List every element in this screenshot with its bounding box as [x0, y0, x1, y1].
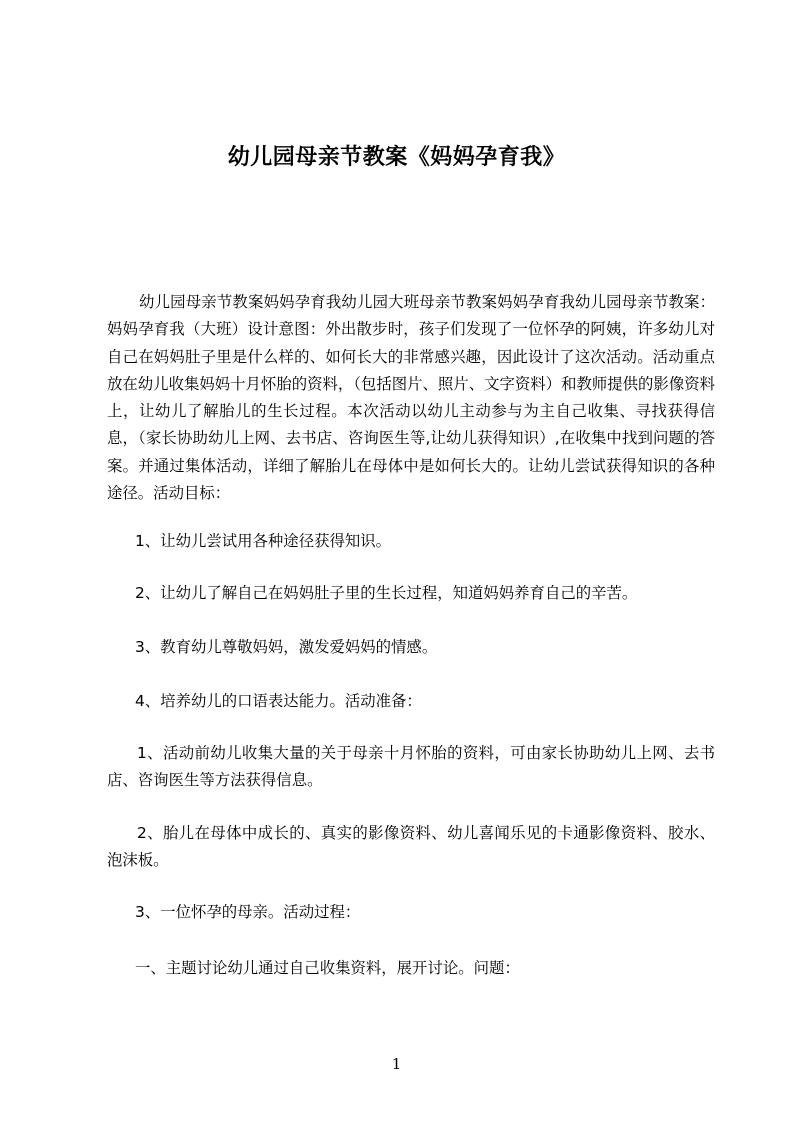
goal-item-3: 3、教育幼儿尊敬妈妈，激发爱妈妈的情感。 — [135, 638, 438, 656]
process-step-1: 一、主题讨论幼儿通过自己收集资料，展开讨论。问题： — [135, 959, 520, 977]
page-number: 1 — [391, 1055, 402, 1073]
prep-item-3: 3、一位怀孕的母亲。活动过程： — [135, 903, 361, 921]
prep-item-1: 1、活动前幼儿收集大量的关于母亲十月怀胎的资料，可由家长协助幼儿上网、去书店、咨询医生等方法获得信息。 — [107, 744, 715, 790]
goal-item-2: 2、让幼儿了解自己在妈妈肚子里的生长过程，知道妈妈养育自己的辛苦。 — [135, 584, 638, 602]
intro-paragraph: 幼儿园母亲节教案妈妈孕育我幼儿园大班母亲节教案妈妈孕育我幼儿园母亲节教案：妈妈孕育我（大班）设计意图：外出散步时，孩子们发现了一位怀孕的阿姨，许多幼儿对自己在妈妈肚子里是什么样的、如何长大的非常感兴趣，因此设计了这次活动。活动重点放在幼儿收集妈妈十月怀胎的资料，（包括图片、照片、文字资料）和教师提供的影像资料上，让幼儿了解胎儿的生长过程。本次活动以幼儿主动参与为主自己收集、寻找获得信息，（家长协助幼儿上网、去书店、咨询医生等,让幼儿获得知识）,在收集中找到问题的答案。并通过集体活动，详细了解胎儿在母体中是如何长大的。让幼儿尝试获得知识的各种途径。活动目标： — [107, 293, 715, 503]
document-title: 幼儿园母亲节教案《妈妈孕育我》 — [227, 145, 566, 170]
prep-item-2: 2、胎儿在母体中成长的、真实的影像资料、幼儿喜闻乐见的卡通影像资料、胶水、泡沫板。 — [107, 824, 715, 870]
goal-item-4: 4、培养幼儿的口语表达能力。活动准备： — [135, 692, 422, 710]
goal-item-1: 1、让幼儿尝试用各种途径获得知识。 — [135, 532, 392, 550]
